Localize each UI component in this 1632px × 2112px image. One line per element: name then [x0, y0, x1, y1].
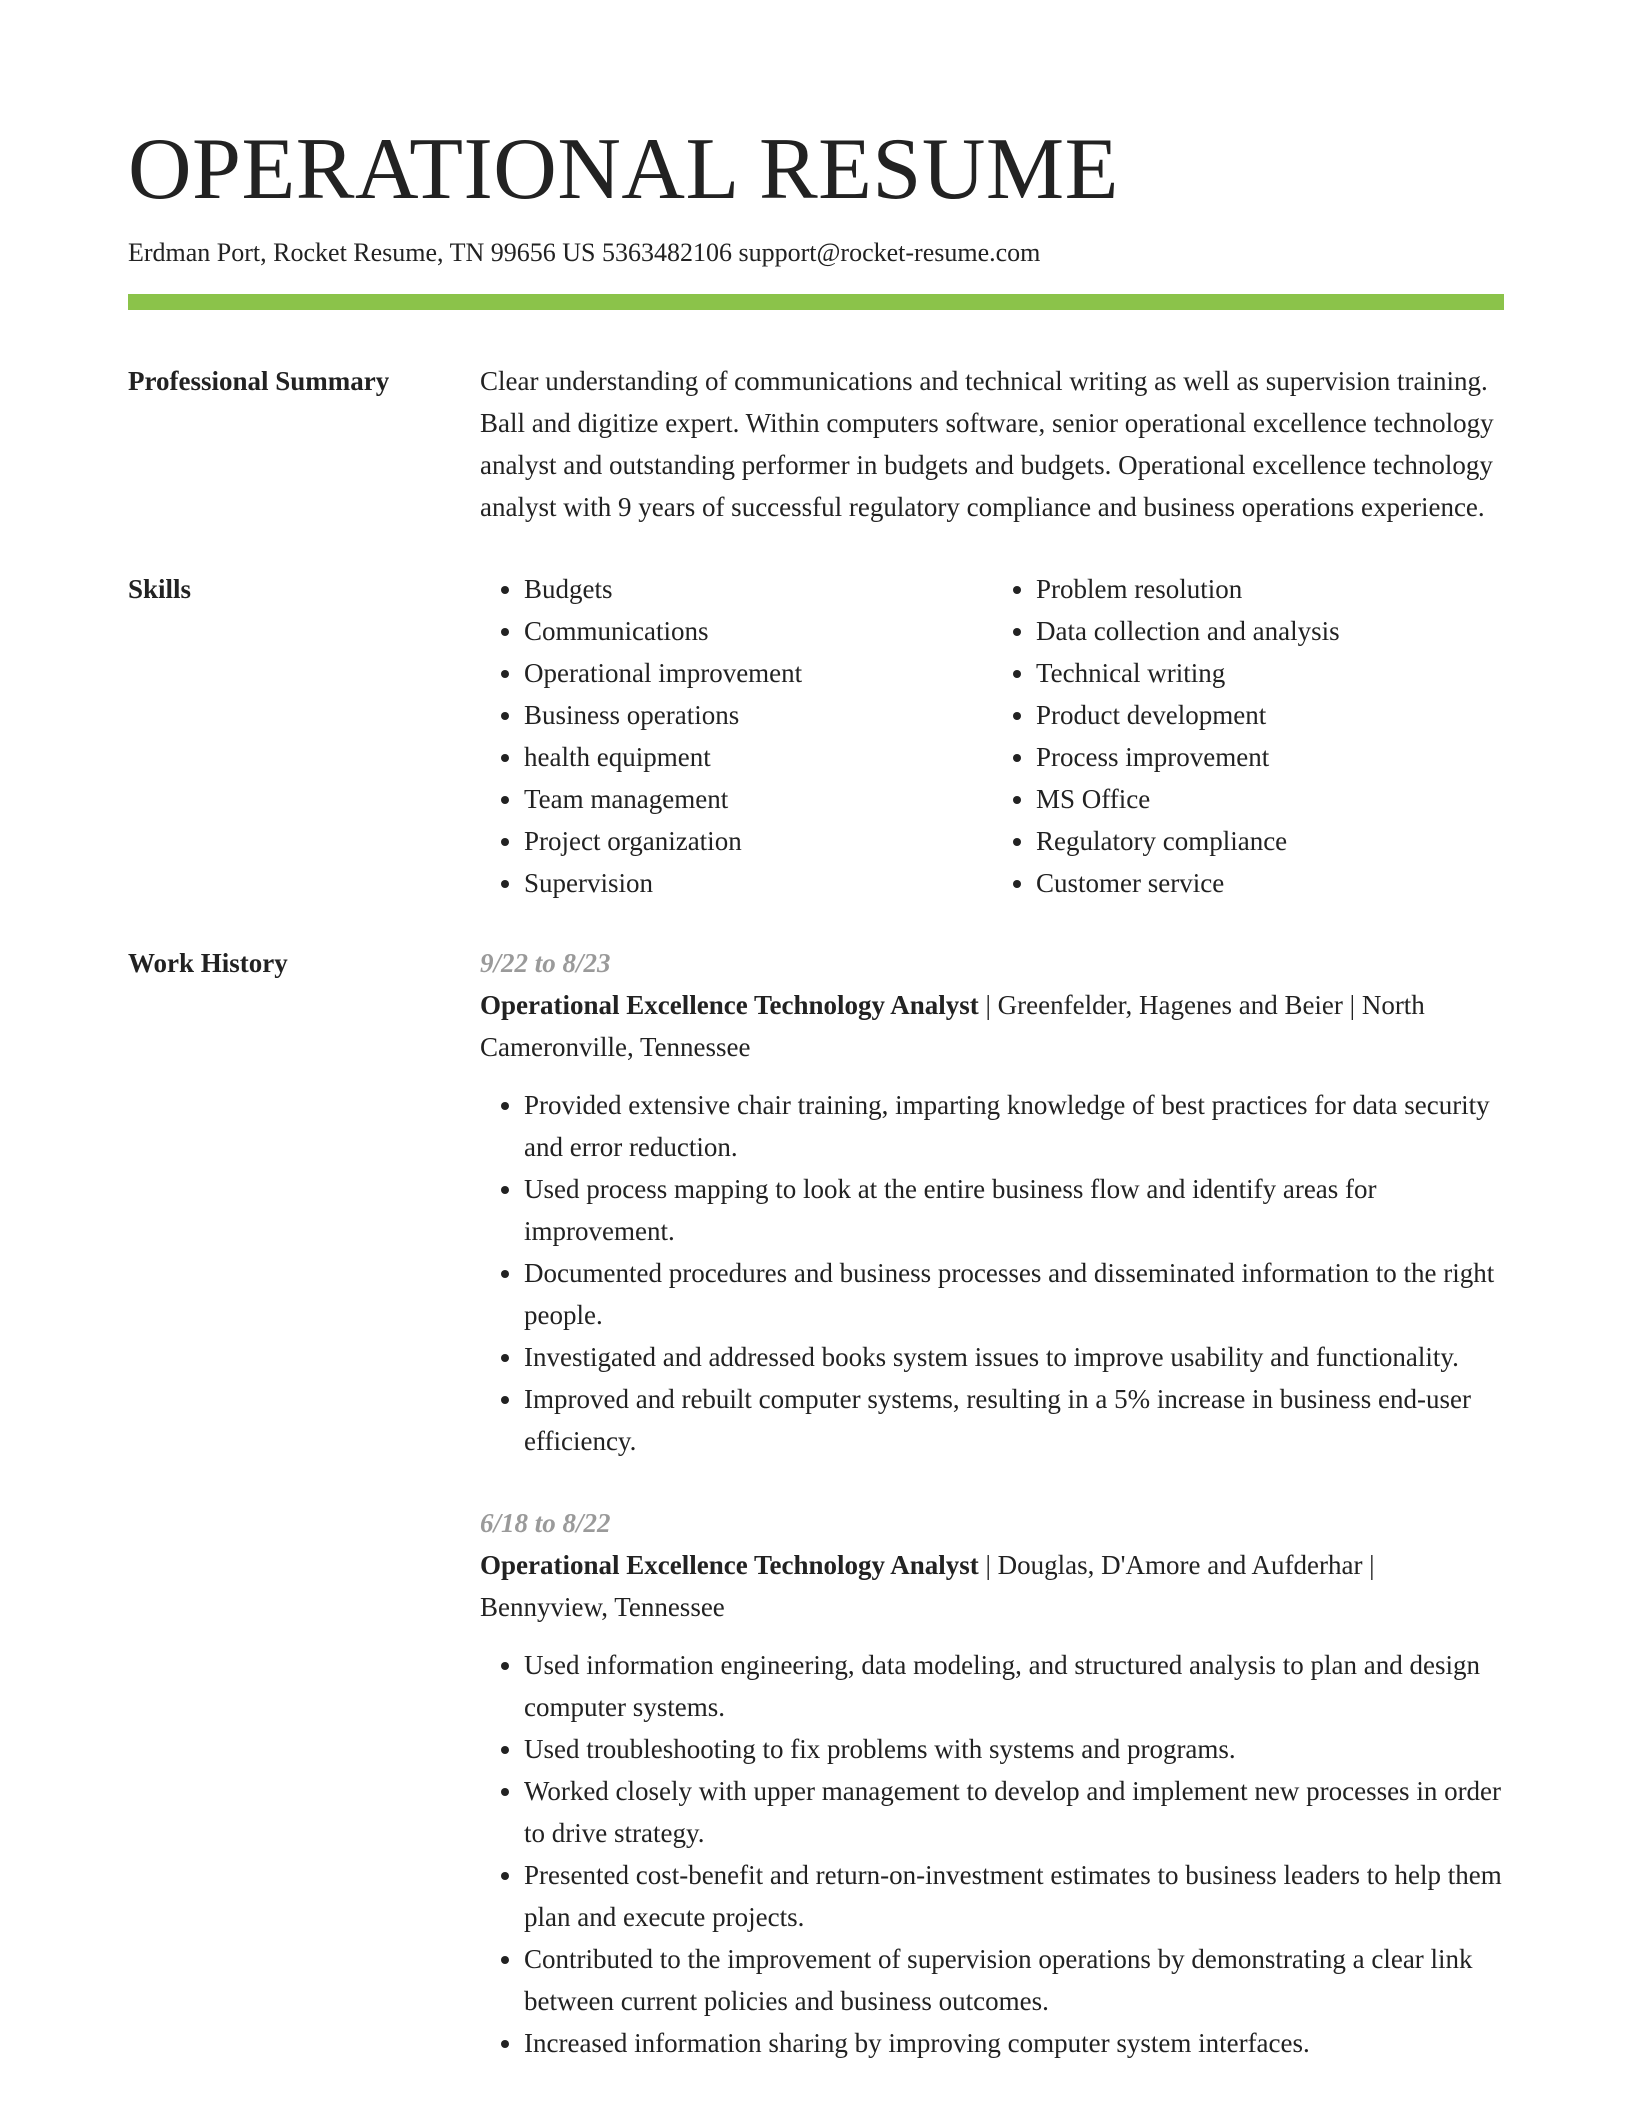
contact-line: Erdman Port, Rocket Resume, TN 99656 US 5363482106 support@rocket-resume.com — [128, 238, 1041, 267]
job-employer-location: | Douglas, D'Amore and Aufderhar | Bennyview, Tennessee — [480, 1550, 1375, 1622]
job-bullet: • Worked closely with upper management to develop and implement new processes in order to drive strategy. — [524, 1770, 1504, 1854]
skills-column — [992, 568, 1504, 904]
skill-item: • Project organization — [524, 820, 992, 862]
job-entry — [480, 1502, 1504, 2064]
job-bullet: • Used process mapping to look at the entire business flow and identify areas for improvement. — [524, 1168, 1504, 1252]
job-bullet: • Presented cost-benefit and return-on-investment estimates to business leaders to help them plan and execute projects. — [524, 1854, 1504, 1938]
job-employer-location: | Greenfelder, Hagenes and Beier | North Cameronville, Tennessee — [480, 990, 1425, 1062]
job-bullets — [480, 1084, 1504, 1462]
header-divider — [128, 294, 1504, 310]
job-title: Operational Excellence Technology Analyst — [480, 1550, 979, 1580]
skill-item: • health equipment — [524, 736, 992, 778]
section-heading: Work History — [128, 948, 288, 978]
skill-item: • Process improvement — [1036, 736, 1504, 778]
job-bullet: • Documented procedures and business processes and disseminated information to the right people. — [524, 1252, 1504, 1336]
job-bullet: • Used troubleshooting to fix problems with systems and programs. — [524, 1728, 1504, 1770]
skill-item: • Data collection and analysis — [1036, 610, 1504, 652]
skills-section — [128, 568, 1504, 904]
skill-item: • Operational improvement — [524, 652, 992, 694]
skill-item: • Customer service — [1036, 862, 1504, 904]
skill-item: • Problem resolution — [1036, 568, 1504, 610]
job-bullet: • Provided extensive chair training, imparting knowledge of best practices for data security and error reduction. — [524, 1084, 1504, 1168]
resume-name: OPERATIONAL RESUME — [128, 121, 1119, 218]
summary-section — [128, 360, 1504, 528]
job-bullets — [480, 1644, 1504, 2064]
skill-item: • MS Office — [1036, 778, 1504, 820]
job-dates: 6/18 to 8/22 — [480, 1508, 611, 1538]
skill-item: • Communications — [524, 610, 992, 652]
summary-text: Clear understanding of communications and technical writing as well as supervision training. Ball and digitize expert. Within computers software, senior operational excellence technology analyst and outstanding performer in budgets and budgets. Operational excellence technology analyst with 9 years of successful regulatory compliance and business operations experience. — [480, 366, 1494, 522]
job-bullet: • Investigated and addressed books system issues to improve usability and functionality. — [524, 1336, 1504, 1378]
skills-column — [480, 568, 992, 904]
work-history-section — [128, 942, 1504, 2104]
skill-item: • Product development — [1036, 694, 1504, 736]
job-bullet: • Increased information sharing by improving computer system interfaces. — [524, 2022, 1504, 2064]
skill-item: • Regulatory compliance — [1036, 820, 1504, 862]
skill-item: • Supervision — [524, 862, 992, 904]
job-bullet: • Used information engineering, data modeling, and structured analysis to plan and design computer systems. — [524, 1644, 1504, 1728]
job-title: Operational Excellence Technology Analyst — [480, 990, 979, 1020]
skill-item: • Budgets — [524, 568, 992, 610]
section-heading: Skills — [128, 574, 192, 604]
job-dates: 9/22 to 8/23 — [480, 948, 611, 978]
job-heading — [480, 984, 1504, 1068]
job-bullet: • Contributed to the improvement of supervision operations by demonstrating a clear link between current policies and business outcomes. — [524, 1938, 1504, 2022]
skills-list — [480, 568, 1504, 904]
skill-item: • Team management — [524, 778, 992, 820]
job-list — [480, 942, 1504, 2104]
section-heading: Professional Summary — [128, 366, 390, 396]
job-heading — [480, 1544, 1504, 1628]
job-entry — [480, 942, 1504, 1462]
skill-item: • Business operations — [524, 694, 992, 736]
job-bullet: • Improved and rebuilt computer systems, resulting in a 5% increase in business end-user efficiency. — [524, 1378, 1504, 1462]
skill-item: • Technical writing — [1036, 652, 1504, 694]
